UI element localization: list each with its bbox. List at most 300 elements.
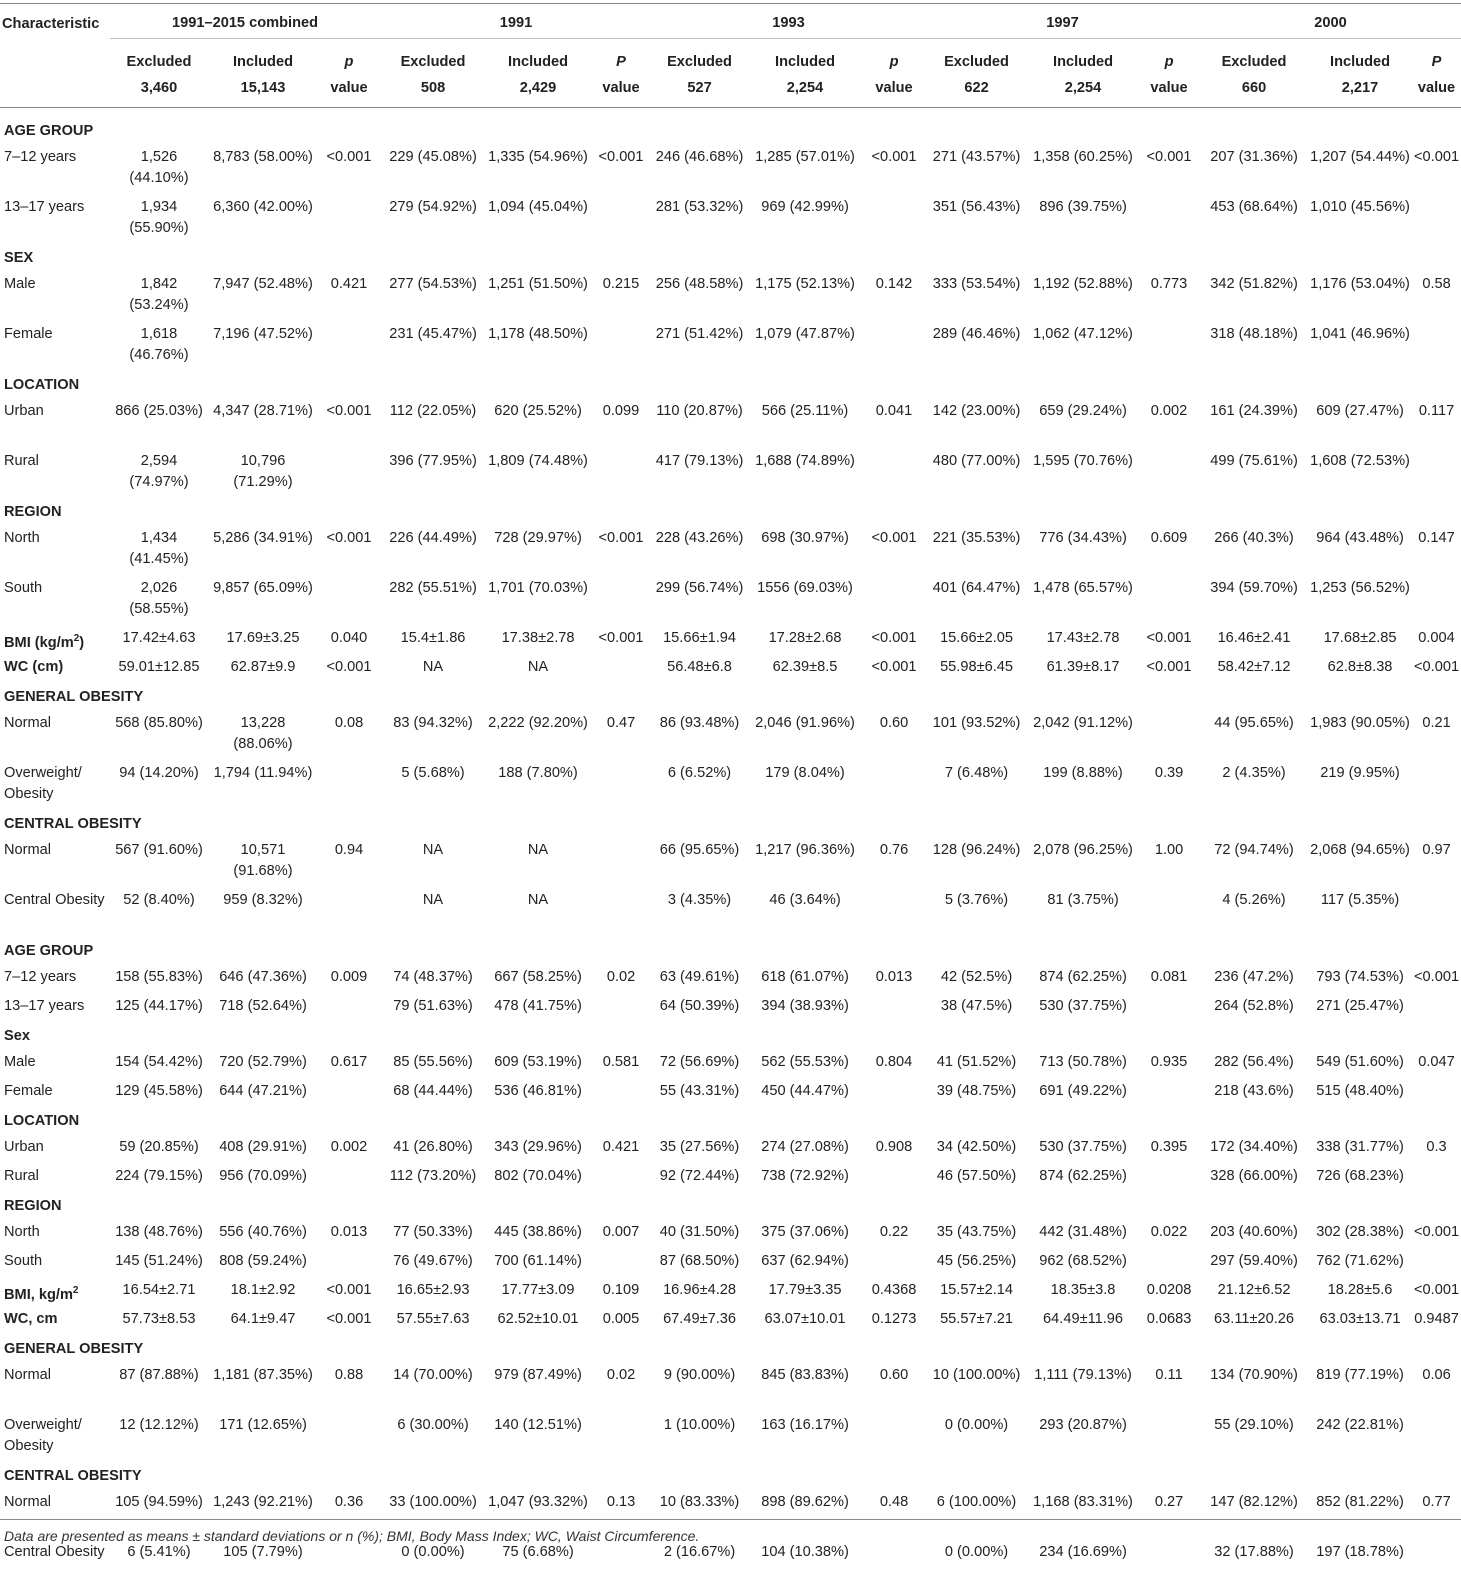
table-cell: 62.39±8.5: [747, 655, 863, 684]
table-row: [0, 322, 1461, 372]
table-cell: NA: [486, 888, 590, 938]
table-cell: 10 (83.33%): [652, 1490, 747, 1540]
p-value-cell: <0.001: [1412, 1220, 1461, 1249]
table-row: [0, 1540, 1461, 1590]
row-label-end: ): [79, 635, 84, 651]
table-cell: 59.01±12.85: [110, 655, 208, 684]
section-row: [0, 938, 1461, 965]
row-label: [0, 195, 110, 245]
included-header-count: 2,254: [749, 75, 861, 101]
row-label: [0, 1540, 110, 1590]
p-value-cell: 0.002: [1138, 399, 1200, 449]
p-value-cell: [318, 449, 380, 499]
p-value-header-label: p: [320, 49, 378, 75]
section-label: GENERAL OBESITY: [0, 1336, 1461, 1363]
table-cell: 32 (17.88%): [1200, 1540, 1308, 1590]
table-cell: 896 (39.75%): [1028, 195, 1138, 245]
table-cell: 197 (18.78%): [1308, 1540, 1412, 1590]
table-row: [0, 1307, 1461, 1336]
table-cell: 808 (59.24%): [208, 1249, 318, 1278]
table-cell: 453 (68.64%): [1200, 195, 1308, 245]
p-value-cell: 0.11: [1138, 1363, 1200, 1413]
table-cell: 264 (52.8%): [1200, 994, 1308, 1023]
characteristic-header: Characteristic: [0, 0, 110, 39]
table-cell: 1,285 (57.01%): [747, 145, 863, 195]
p-value-cell: [1412, 449, 1461, 499]
row-label-superscript: 2: [73, 1285, 79, 1296]
p-value-cell: 0.36: [318, 1490, 380, 1540]
p-value-cell: 0.099: [590, 399, 652, 449]
p-value-cell: <0.001: [318, 1278, 380, 1307]
table-cell: 179 (8.04%): [747, 761, 863, 811]
p-value-cell: [863, 1164, 925, 1193]
table-cell: 1,181 (87.35%): [208, 1363, 318, 1413]
p-value-cell: [590, 576, 652, 626]
table-cell: 1,079 (47.87%): [747, 322, 863, 372]
table-row: [0, 626, 1461, 655]
table-cell: 104 (10.38%): [747, 1540, 863, 1590]
table-cell: 0 (0.00%): [925, 1540, 1028, 1590]
table-cell: 659 (29.24%): [1028, 399, 1138, 449]
table-cell: 34 (42.50%): [925, 1135, 1028, 1164]
table-row: [0, 449, 1461, 499]
table-cell: 138 (48.76%): [110, 1220, 208, 1249]
p-value-header-label: p: [865, 49, 923, 75]
table-cell: 1556 (69.03%): [747, 576, 863, 626]
table-cell: 101 (93.52%): [925, 711, 1028, 761]
table-row: [0, 655, 1461, 684]
table-cell: 351 (56.43%): [925, 195, 1028, 245]
table-cell: 41 (51.52%): [925, 1050, 1028, 1079]
p-value-cell: [590, 322, 652, 372]
p-value-cell: 0.22: [863, 1220, 925, 1249]
included-header: [1308, 39, 1412, 108]
p-value-cell: [1138, 322, 1200, 372]
included-header: [208, 39, 318, 108]
p-value-cell: 0.13: [590, 1490, 652, 1540]
row-label: [0, 1164, 110, 1193]
p-value-cell: 0.88: [318, 1363, 380, 1413]
table-cell: 5 (3.76%): [925, 888, 1028, 938]
section-row: [0, 1463, 1461, 1490]
section-row: [0, 1193, 1461, 1220]
table-cell: 1,094 (45.04%): [486, 195, 590, 245]
row-label-text: Normal: [4, 842, 51, 858]
table-row: [0, 526, 1461, 576]
row-label: [0, 965, 110, 994]
table-cell: 72 (94.74%): [1200, 838, 1308, 888]
table-row: [0, 965, 1461, 994]
p-value-cell: [590, 761, 652, 811]
row-label-text: Urban: [4, 1139, 44, 1155]
table-cell: 15.4±1.86: [380, 626, 486, 655]
table-cell: 62.52±10.01: [486, 1307, 590, 1336]
table-cell: 17.69±3.25: [208, 626, 318, 655]
section-label: REGION: [0, 1193, 1461, 1220]
table-cell: 450 (44.47%): [747, 1079, 863, 1108]
table-cell: 33 (100.00%): [380, 1490, 486, 1540]
table-cell: 277 (54.53%): [380, 272, 486, 322]
table-cell: 221 (35.53%): [925, 526, 1028, 576]
table-cell: 1,335 (54.96%): [486, 145, 590, 195]
table-cell: 145 (51.24%): [110, 1249, 208, 1278]
table-cell: 1,010 (45.56%): [1308, 195, 1412, 245]
p-value-cell: 0.773: [1138, 272, 1200, 322]
p-value-cell: [318, 322, 380, 372]
table-cell: 64 (50.39%): [652, 994, 747, 1023]
table-cell: 2,594 (74.97%): [110, 449, 208, 499]
p-value-cell: 0.77: [1412, 1490, 1461, 1540]
table-cell: 10,571 (91.68%): [208, 838, 318, 888]
table-cell: 1,794 (11.94%): [208, 761, 318, 811]
spacer-cell: [0, 108, 1461, 119]
table-cell: 962 (68.52%): [1028, 1249, 1138, 1278]
table-cell: 35 (27.56%): [652, 1135, 747, 1164]
table-cell: 959 (8.32%): [208, 888, 318, 938]
section-label: REGION: [0, 499, 1461, 526]
p-value-cell: 0.804: [863, 1050, 925, 1079]
p-value-cell: [863, 322, 925, 372]
p-value-cell: [318, 994, 380, 1023]
p-value-cell: <0.001: [1412, 965, 1461, 994]
table-cell: 969 (42.99%): [747, 195, 863, 245]
included-header-label: Included: [210, 49, 316, 75]
row-label: [0, 145, 110, 195]
table-cell: 18.1±2.92: [208, 1278, 318, 1307]
table-cell: 1,111 (79.13%): [1028, 1363, 1138, 1413]
included-header: [747, 39, 863, 108]
table-cell: 55 (29.10%): [1200, 1413, 1308, 1463]
section-row: [0, 1108, 1461, 1135]
table-cell: 117 (5.35%): [1308, 888, 1412, 938]
group-header: 1991: [380, 0, 652, 39]
spacer-row: [0, 108, 1461, 119]
table-cell: 318 (48.18%): [1200, 322, 1308, 372]
p-value-cell: 0.9487: [1412, 1307, 1461, 1336]
section-label: LOCATION: [0, 1108, 1461, 1135]
table-cell: 74 (48.37%): [380, 965, 486, 994]
p-value-cell: [318, 761, 380, 811]
header-blank: [0, 39, 110, 108]
row-label: [0, 1079, 110, 1108]
table-cell: 64.1±9.47: [208, 1307, 318, 1336]
table-cell: 1,192 (52.88%): [1028, 272, 1138, 322]
table-cell: 16.96±4.28: [652, 1278, 747, 1307]
row-label-text: Rural: [4, 1168, 39, 1184]
table-cell: 1,251 (51.50%): [486, 272, 590, 322]
table-cell: 1,809 (74.48%): [486, 449, 590, 499]
row-label-text: South: [4, 580, 42, 596]
p-value-header: [1412, 39, 1461, 108]
table-cell: 55.98±6.45: [925, 655, 1028, 684]
row-label-text: WC, cm: [4, 1311, 58, 1327]
included-header-count: 15,143: [210, 75, 316, 101]
table-row: [0, 1135, 1461, 1164]
top-rule: [0, 3, 1461, 4]
table-cell: 67.49±7.36: [652, 1307, 747, 1336]
table-cell: 297 (59.40%): [1200, 1249, 1308, 1278]
bottom-rule: [0, 1519, 1461, 1520]
table-cell: 874 (62.25%): [1028, 1164, 1138, 1193]
table-cell: 46 (57.50%): [925, 1164, 1028, 1193]
p-value-cell: [1412, 1079, 1461, 1108]
included-header-label: Included: [1310, 49, 1410, 75]
table-cell: 5,286 (34.91%): [208, 526, 318, 576]
table-cell: 17.38±2.78: [486, 626, 590, 655]
table-cell: 1,243 (92.21%): [208, 1490, 318, 1540]
p-value-cell: 0.47: [590, 711, 652, 761]
table-cell: 2,046 (91.96%): [747, 711, 863, 761]
table-cell: 478 (41.75%): [486, 994, 590, 1023]
p-value-cell: [318, 1540, 380, 1590]
table-cell: 293 (20.87%): [1028, 1413, 1138, 1463]
table-row: [0, 711, 1461, 761]
table-cell: 852 (81.22%): [1308, 1490, 1412, 1540]
table-cell: 14 (70.00%): [380, 1363, 486, 1413]
table-row: [0, 1249, 1461, 1278]
row-label: [0, 1307, 110, 1336]
table-cell: 328 (66.00%): [1200, 1164, 1308, 1193]
p-value-cell: [1138, 711, 1200, 761]
table-cell: 302 (28.38%): [1308, 1220, 1412, 1249]
table-cell: 1,526 (44.10%): [110, 145, 208, 195]
table-cell: 1,608 (72.53%): [1308, 449, 1412, 499]
included-header-label: Included: [749, 49, 861, 75]
table-cell: 17.79±3.35: [747, 1278, 863, 1307]
p-value-cell: 0.4368: [863, 1278, 925, 1307]
table-cell: 691 (49.22%): [1028, 1079, 1138, 1108]
table-cell: 1,217 (96.36%): [747, 838, 863, 888]
table-cell: 762 (71.62%): [1308, 1249, 1412, 1278]
table-cell: 17.77±3.09: [486, 1278, 590, 1307]
table-cell: 609 (53.19%): [486, 1050, 590, 1079]
section-label: AGE GROUP: [0, 938, 1461, 965]
table-cell: 163 (16.17%): [747, 1413, 863, 1463]
table-cell: 17.28±2.68: [747, 626, 863, 655]
p-value-cell: <0.001: [318, 1307, 380, 1336]
p-value-cell: 0.005: [590, 1307, 652, 1336]
p-value-header-count: value: [320, 75, 378, 101]
p-value-cell: [863, 1413, 925, 1463]
p-value-cell: [1138, 1164, 1200, 1193]
table-cell: 12 (12.12%): [110, 1413, 208, 1463]
table-cell: 39 (48.75%): [925, 1079, 1028, 1108]
table-cell: 234 (16.69%): [1028, 1540, 1138, 1590]
p-value-cell: [1138, 449, 1200, 499]
table-cell: 1,176 (53.04%): [1308, 272, 1412, 322]
table-cell: 644 (47.21%): [208, 1079, 318, 1108]
table-cell: 549 (51.60%): [1308, 1050, 1412, 1079]
table-cell: 85 (55.56%): [380, 1050, 486, 1079]
table-cell: 62.8±8.38: [1308, 655, 1412, 684]
p-value-cell: [590, 655, 652, 684]
table-cell: 0 (0.00%): [925, 1413, 1028, 1463]
table-cell: 1 (10.00%): [652, 1413, 747, 1463]
table-cell: NA: [380, 888, 486, 938]
table-cell: 1,842 (53.24%): [110, 272, 208, 322]
table-cell: 1,934 (55.90%): [110, 195, 208, 245]
p-value-cell: [1138, 1079, 1200, 1108]
section-label: SEX: [0, 245, 1461, 272]
group-header: 2000: [1200, 0, 1461, 39]
p-value-cell: [318, 1164, 380, 1193]
table-cell: 620 (25.52%): [486, 399, 590, 449]
table-cell: 15.66±2.05: [925, 626, 1028, 655]
row-label-text: Urban: [4, 403, 44, 419]
table-cell: NA: [380, 838, 486, 888]
group-header: 1997: [925, 0, 1200, 39]
p-value-cell: [590, 195, 652, 245]
row-label-text: Normal: [4, 1494, 51, 1510]
table-cell: 0 (0.00%): [380, 1540, 486, 1590]
table-cell: 274 (27.08%): [747, 1135, 863, 1164]
table-cell: 38 (47.5%): [925, 994, 1028, 1023]
table-cell: 609 (27.47%): [1308, 399, 1412, 449]
row-label: [0, 1249, 110, 1278]
table-cell: 282 (55.51%): [380, 576, 486, 626]
p-value-cell: [863, 994, 925, 1023]
table-cell: 10,796 (71.29%): [208, 449, 318, 499]
footnote: Data are presented as means ± standard deviations or n (%); BMI, Body Mass Index; WC, Waist Circumference.: [4, 1528, 699, 1544]
p-value-cell: [1412, 994, 1461, 1023]
p-value-cell: [863, 888, 925, 938]
p-value-cell: 0.08: [318, 711, 380, 761]
table-cell: 1,175 (52.13%): [747, 272, 863, 322]
table-cell: 66 (95.65%): [652, 838, 747, 888]
table-row: [0, 1363, 1461, 1413]
table-cell: 41 (26.80%): [380, 1135, 486, 1164]
table-cell: 713 (50.78%): [1028, 1050, 1138, 1079]
p-value-cell: 0.3: [1412, 1135, 1461, 1164]
p-value-cell: 0.908: [863, 1135, 925, 1164]
table-cell: 1,047 (93.32%): [486, 1490, 590, 1540]
table-cell: 63 (49.61%): [652, 965, 747, 994]
table-cell: 15.57±2.14: [925, 1278, 1028, 1307]
row-label-text: Overweight/ Obesity: [4, 1417, 82, 1454]
table-cell: 271 (51.42%): [652, 322, 747, 372]
row-label-text: BMI, kg/m: [4, 1287, 73, 1303]
row-label-text: Central Obesity: [4, 1544, 105, 1560]
table-cell: 8,783 (58.00%): [208, 145, 318, 195]
p-value-cell: 0.60: [863, 711, 925, 761]
table-cell: 140 (12.51%): [486, 1413, 590, 1463]
table-row: [0, 145, 1461, 195]
table-cell: 1,701 (70.03%): [486, 576, 590, 626]
table-cell: 282 (56.4%): [1200, 1050, 1308, 1079]
table-row: [0, 399, 1461, 449]
p-value-cell: 0.009: [318, 965, 380, 994]
table-cell: 793 (74.53%): [1308, 965, 1412, 994]
table-cell: 129 (45.58%): [110, 1079, 208, 1108]
table-row: [0, 1050, 1461, 1079]
table-cell: 866 (25.03%): [110, 399, 208, 449]
table-row: [0, 1413, 1461, 1463]
table-cell: 59 (20.85%): [110, 1135, 208, 1164]
p-value-cell: 0.76: [863, 838, 925, 888]
table-cell: 394 (38.93%): [747, 994, 863, 1023]
table-cell: 1,041 (46.96%): [1308, 322, 1412, 372]
table-cell: 2 (4.35%): [1200, 761, 1308, 811]
table-cell: 92 (72.44%): [652, 1164, 747, 1193]
table-cell: 18.35±3.8: [1028, 1278, 1138, 1307]
p-value-cell: <0.001: [863, 626, 925, 655]
table-cell: 299 (56.74%): [652, 576, 747, 626]
row-label: [0, 761, 110, 811]
row-label: [0, 1220, 110, 1249]
table-cell: 408 (29.91%): [208, 1135, 318, 1164]
table-row: [0, 576, 1461, 626]
section-row: [0, 811, 1461, 838]
row-label: [0, 626, 110, 655]
table-cell: 7,947 (52.48%): [208, 272, 318, 322]
table-cell: 16.54±2.71: [110, 1278, 208, 1307]
table-cell: 2,026 (58.55%): [110, 576, 208, 626]
p-value-cell: [590, 1079, 652, 1108]
row-label: [0, 994, 110, 1023]
table-cell: 728 (29.97%): [486, 526, 590, 576]
table-cell: 6 (100.00%): [925, 1490, 1028, 1540]
table-cell: 105 (94.59%): [110, 1490, 208, 1540]
excluded-header: [380, 39, 486, 108]
row-label-text: Normal: [4, 1367, 51, 1383]
table-cell: 112 (73.20%): [380, 1164, 486, 1193]
row-label-text: Normal: [4, 715, 51, 731]
row-label: [0, 1363, 110, 1413]
table-cell: 956 (70.09%): [208, 1164, 318, 1193]
p-value-cell: [1412, 322, 1461, 372]
table-row: [0, 888, 1461, 938]
p-value-cell: [1412, 1249, 1461, 1278]
row-label: [0, 272, 110, 322]
p-value-cell: 0.395: [1138, 1135, 1200, 1164]
p-value-cell: [863, 761, 925, 811]
table-body: [0, 108, 1461, 1590]
table-cell: 266 (40.3%): [1200, 526, 1308, 576]
table-header: [0, 0, 1461, 108]
table-cell: 10 (100.00%): [925, 1363, 1028, 1413]
section-label: Sex: [0, 1023, 1461, 1050]
table-cell: 142 (23.00%): [925, 399, 1028, 449]
p-value-cell: 0.60: [863, 1363, 925, 1413]
table-cell: 40 (31.50%): [652, 1220, 747, 1249]
p-value-cell: [1412, 1413, 1461, 1463]
table-cell: 417 (79.13%): [652, 449, 747, 499]
table-row: [0, 272, 1461, 322]
excluded-header-label: Excluded: [112, 49, 206, 75]
group-header: 1991–2015 combined: [110, 0, 380, 39]
table-cell: 229 (45.08%): [380, 145, 486, 195]
excluded-header-count: 622: [927, 75, 1026, 101]
p-value-cell: [318, 1413, 380, 1463]
table-cell: 64.49±11.96: [1028, 1307, 1138, 1336]
p-value-cell: [590, 888, 652, 938]
p-value-cell: <0.001: [1412, 145, 1461, 195]
table-cell: 3 (4.35%): [652, 888, 747, 938]
table-cell: 76 (49.67%): [380, 1249, 486, 1278]
section-row: [0, 1336, 1461, 1363]
p-value-cell: [318, 195, 380, 245]
table-cell: 15.66±1.94: [652, 626, 747, 655]
p-value-header: [1138, 39, 1200, 108]
table-cell: 61.39±8.17: [1028, 655, 1138, 684]
p-value-cell: [863, 1540, 925, 1590]
table-cell: 7,196 (47.52%): [208, 322, 318, 372]
table-cell: 171 (12.65%): [208, 1413, 318, 1463]
p-value-cell: 0.047: [1412, 1050, 1461, 1079]
table-cell: 55 (43.31%): [652, 1079, 747, 1108]
p-value-header: [863, 39, 925, 108]
table-row: [0, 195, 1461, 245]
